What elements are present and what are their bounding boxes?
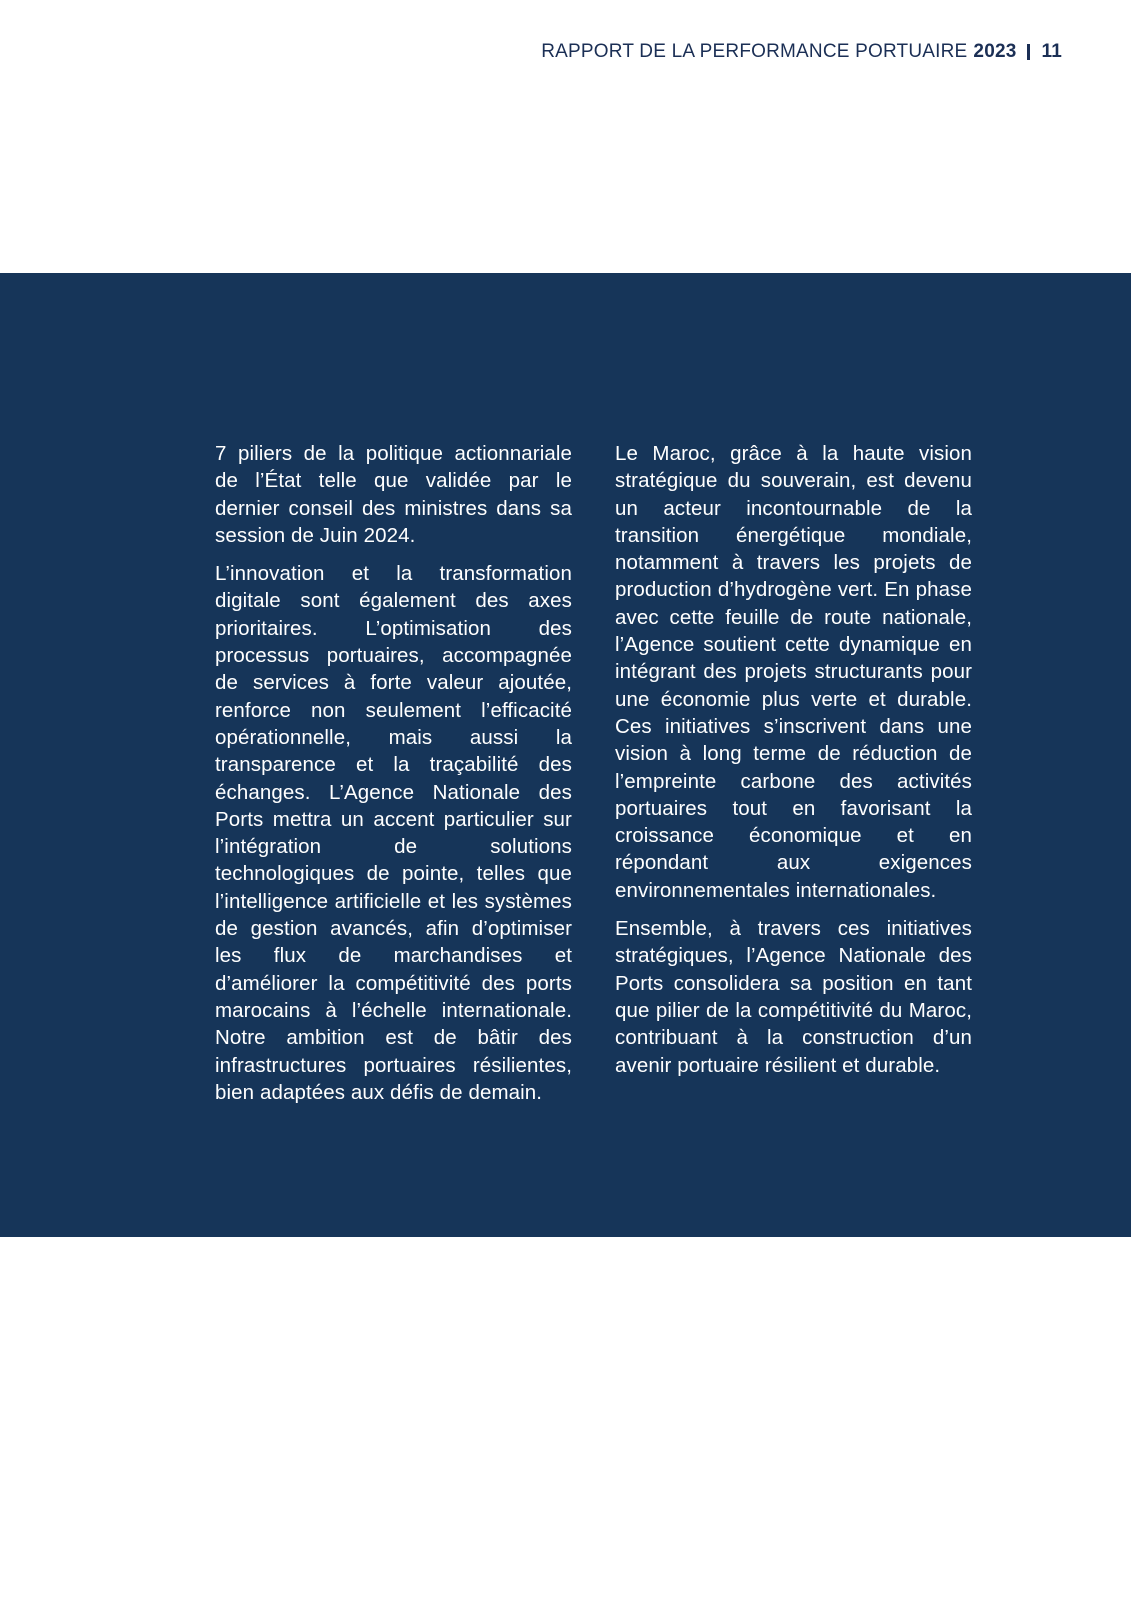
left-column xyxy=(215,440,572,1117)
page-number: 11 xyxy=(1041,41,1062,62)
right-column xyxy=(615,440,972,1090)
left-paragraph-1: 7 piliers de la politique actionnariale de l’État telle que validée par le dernier conseil des ministres dans sa session de Juin 2024. xyxy=(215,442,572,547)
right-paragraph-1: Le Maroc, grâce à la haute vision stratégique du souverain, est devenu un acteur incontournable de la transition énergétique mondiale, notamment à travers les projets de production d’hydrogène vert. En phase avec cette feuille de route nationale, l’Agence soutient cette dynamique en intégrant des projets structurants pour une économie plus verte et durable. Ces initiatives s’inscrivent dans une vision à long terme de réduction de l’empreinte carbone des activités portuaires tout en favorisant la croissance économique et en répondant aux exigences environnementales internationales. xyxy=(615,442,972,902)
left-paragraph-2: L’innovation et la transformation digitale sont également des axes prioritaires. L’optimisation des processus portuaires, accompagnée de services à forte valeur ajoutée, renforce non seulement l’efficacité opérationnelle, mais aussi la transparence et la traçabilité des échanges. L’Agence Nationale des Ports mettra un accent particulier sur l’intégration de solutions technologiques de pointe, telles que l’intelligence artificielle et les systèmes de gestion avancés, afin d’optimiser les flux de marchandises et d’améliorer la compétitivité des ports marocains à l’échelle internationale. Notre ambition est de bâtir des infrastructures portuaires résilientes, bien adaptées aux défis de demain. xyxy=(215,562,572,1104)
page-header xyxy=(541,40,1062,64)
header-separator xyxy=(1027,44,1030,60)
report-year: 2023 xyxy=(973,41,1017,62)
report-title: RAPPORT DE LA PERFORMANCE PORTUAIRE xyxy=(541,41,968,62)
right-paragraph-2: Ensemble, à travers ces initiatives stratégiques, l’Agence Nationale des Ports consolidera sa position en tant que pilier de la compétitivité du Maroc, contribuant à la construction d’un avenir portuaire résilient et durable. xyxy=(615,917,972,1077)
